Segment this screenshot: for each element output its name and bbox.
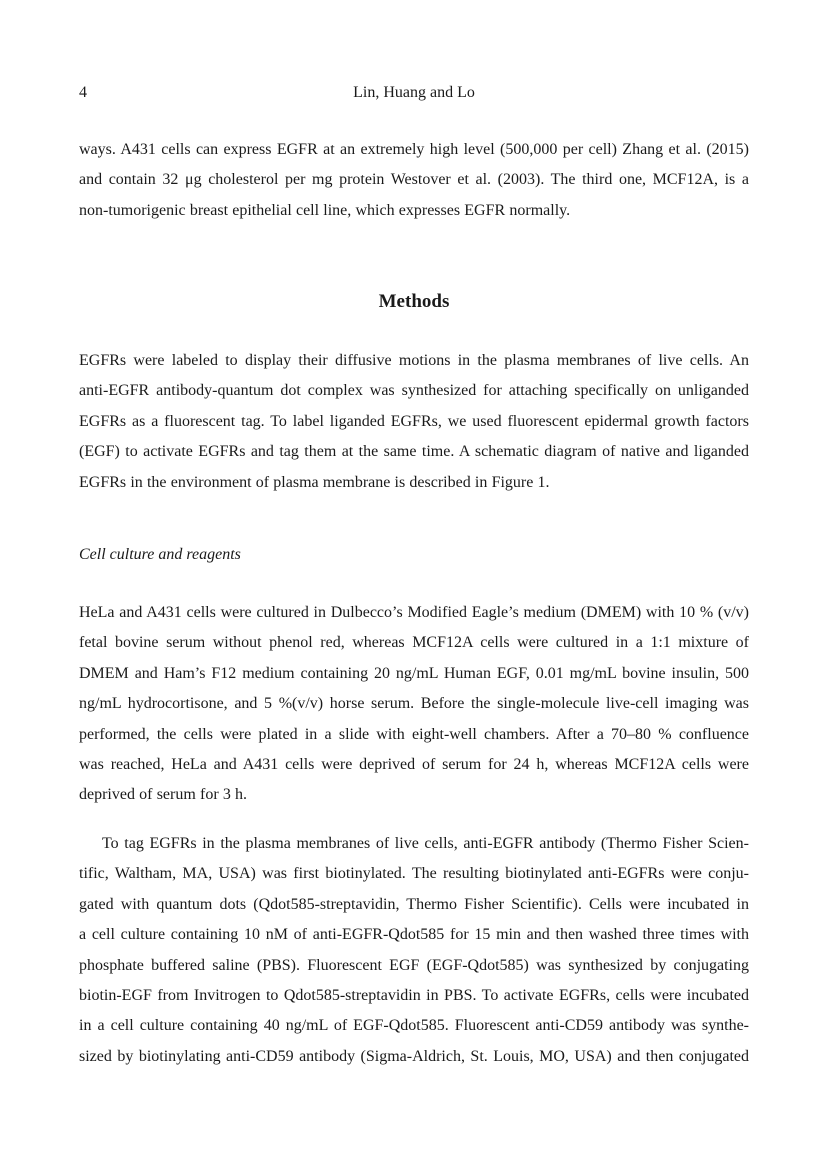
text-line: fetal bovine serum without phenol red, whereas MCF12A cells were cultured in a 1:1 mixture of	[79, 634, 749, 652]
text-line: EGFRs were labeled to display their diffusive motions in the plasma membranes of live cells. An	[79, 352, 749, 369]
text-line: was reached, HeLa and A431 cells were deprived of serum for 24 h, whereas MCF12A cells were	[79, 755, 749, 773]
text-line: and contain 32 μg cholesterol per mg protein Westover et al. (2003). The third one, MCF12A, is a	[79, 171, 749, 189]
subsection-title-cell-culture: Cell culture and reagents	[79, 546, 241, 563]
text-line: anti-EGFR antibody-quantum dot complex was synthesized for attaching specifically on unliganded	[79, 382, 749, 400]
cell-culture-paragraph-2	[79, 829, 749, 1072]
text-line: HeLa and A431 cells were cultured in Dulbecco’s Modified Eagle’s medium (DMEM) with 10 % (v/v)	[79, 604, 749, 621]
text-line: (EGF) to activate EGFRs and tag them at the same time. A schematic diagram of native and liganded	[79, 443, 749, 461]
text-line: non-tumorigenic breast epithelial cell line, which expresses EGFR normally.	[79, 201, 571, 219]
text-line: EGFRs in the environment of plasma membrane is described in Figure 1.	[79, 473, 550, 491]
text-line: To tag EGFRs in the plasma membranes of live cells, anti-EGFR antibody (Thermo Fisher Scien-	[102, 835, 749, 852]
text-line: EGFRs as a fluorescent tag. To label liganded EGFRs, we used fluorescent epidermal growth factors	[79, 412, 749, 430]
page-number: 4	[79, 84, 87, 101]
text-line: a cell culture containing 10 nM of anti-EGFR-Qdot585 for 15 min and then washed three times with	[79, 926, 749, 944]
text-line: performed, the cells were plated in a slide with eight-well chambers. After a 70–80 % confluence	[79, 725, 749, 743]
running-head	[79, 82, 749, 104]
text-line: ways. A431 cells can express EGFR at an extremely high level (500,000 per cell) Zhang et al. (2015)	[79, 141, 749, 158]
text-line: tific, Waltham, MA, USA) was first biotinylated. The resulting biotinylated anti-EGFRs were conju-	[79, 865, 749, 883]
text-line: deprived of serum for 3 h.	[79, 786, 248, 804]
text-line: in a cell culture containing 40 ng/mL of EGF-Qdot585. Fluorescent anti-CD59 antibody was synthe-	[79, 1017, 749, 1035]
methods-paragraph	[79, 346, 749, 498]
text-line: ng/mL hydrocortisone, and 5 %(v/v) horse serum. Before the single-molecule live-cell imaging was	[79, 695, 749, 713]
text-line: phosphate buffered saline (PBS). Fluorescent EGF (EGF-Qdot585) was synthesized by conjugating	[79, 956, 749, 974]
text-line: gated with quantum dots (Qdot585-streptavidin, Thermo Fisher Scientific). Cells were incubated in	[79, 895, 749, 913]
text-line: DMEM and Ham’s F12 medium containing 20 ng/mL Human EGF, 0.01 mg/mL bovine insulin, 500	[79, 664, 749, 682]
running-head-authors: Lin, Huang and Lo	[353, 84, 475, 101]
text-line: biotin-EGF from Invitrogen to Qdot585-streptavidin in PBS. To activate EGFRs, cells were incubated	[79, 986, 749, 1004]
intro-paragraph	[79, 135, 749, 226]
cell-culture-paragraph-1	[79, 598, 749, 811]
section-title-methods: Methods	[378, 291, 450, 312]
text-line: sized by biotinylating anti-CD59 antibody (Sigma-Aldrich, St. Louis, MO, USA) and then conjugated	[79, 1047, 749, 1065]
